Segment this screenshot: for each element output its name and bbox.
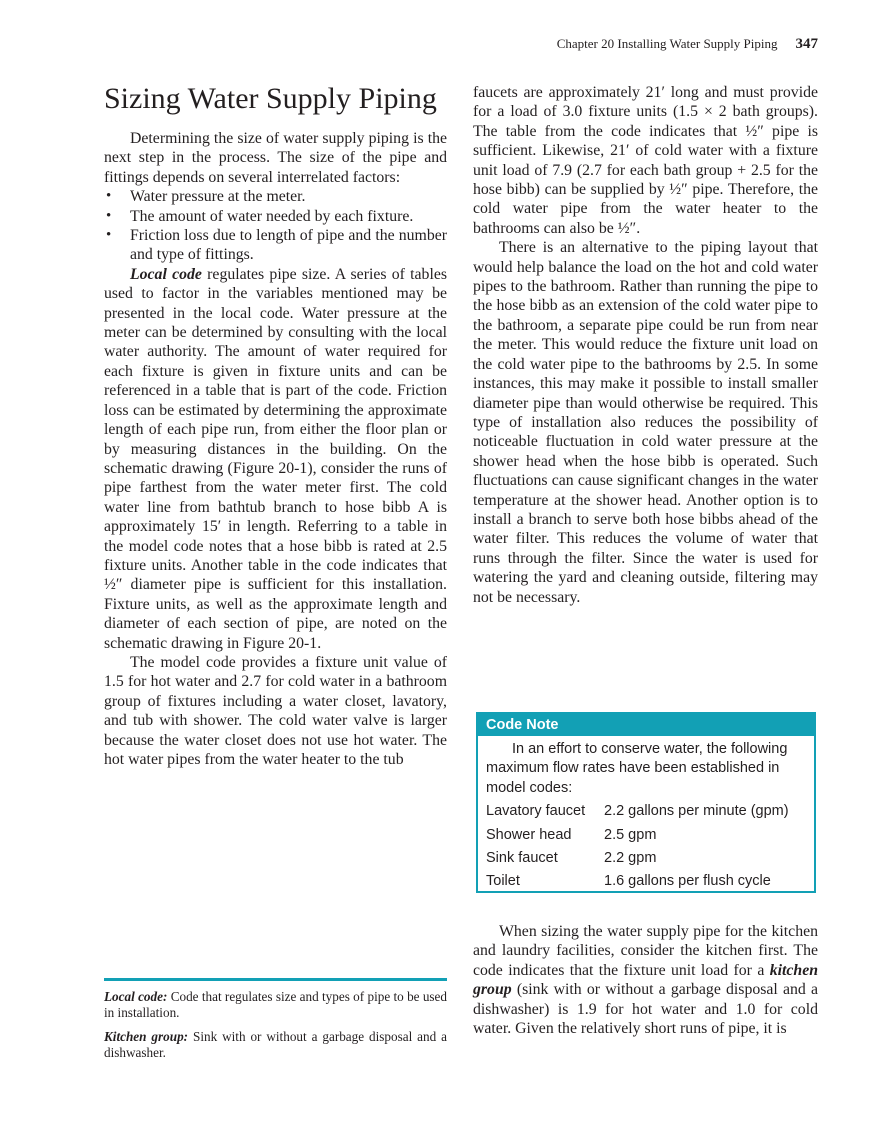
local-code-paragraph <box>104 265 447 653</box>
list-item <box>104 187 447 206</box>
paragraph-text: (sink with or without a garbage disposal and a dishwasher) is 1.9 for hot water and 1.0 for cold water. Given the relatively short runs of pipe, it is <box>473 981 818 1038</box>
bullet-icon: • <box>106 227 112 244</box>
footnote-divider <box>104 978 447 981</box>
rate-cell: 1.6 gallons per flush cycle <box>604 873 771 890</box>
left-column <box>104 83 447 769</box>
code-note-intro: In an effort to conserve water, the following maximum flow rates have been established in model codes: <box>486 741 788 796</box>
table-row <box>486 800 789 823</box>
rate-cell: 2.2 gpm <box>604 850 657 867</box>
fixture-cell: Toilet <box>486 873 520 890</box>
footnote-term: Kitchen group: <box>104 1029 189 1044</box>
factor-list <box>104 187 447 265</box>
list-item <box>104 226 447 265</box>
page-number: 347 <box>795 36 818 52</box>
list-item-text: The amount of water needed by each fixture. <box>130 207 414 225</box>
right-column <box>473 83 818 607</box>
code-note-title: Code Note <box>478 714 814 736</box>
list-item-text: Water pressure at the meter. <box>130 188 306 206</box>
list-item-text: Friction loss due to length of pipe and the number and type of fittings. <box>130 227 447 264</box>
footnote-local-code <box>104 989 447 1020</box>
kitchen-paragraph-block <box>473 922 818 1038</box>
flow-rate-table <box>486 800 789 894</box>
bullet-icon: • <box>106 188 112 205</box>
kitchen-paragraph <box>473 922 818 1038</box>
paragraph-text: When sizing the water supply pipe for the kitchen and laundry facilities, consider the kitchen first. The code indicates that the fixture unit load for a <box>473 923 818 979</box>
bullet-icon: • <box>106 207 112 224</box>
footnote-term: Local code: <box>104 989 168 1004</box>
table-row <box>486 824 789 847</box>
table-row <box>486 870 789 893</box>
key-term-kitchen-group: kitchen group <box>473 961 818 999</box>
footnote-kitchen-group <box>104 1029 447 1060</box>
intro-paragraph: Determining the size of water supply piping is the next step in the process. The size of the pipe and fittings depends on several interrelated factors: <box>104 130 447 186</box>
footnotes <box>104 989 447 1069</box>
rate-cell: 2.5 gpm <box>604 826 657 843</box>
key-term-local-code: Local code <box>130 265 202 283</box>
paragraph-text: regulates pipe size. A series of tables used to factor in the variables mentioned may be presented in the local code. Water pressure at the meter can be determined by consulting with the local water authority. The amount of water required for each fixture is given in fixture units and can be referenced in a table that is part of the code. Friction loss can be estimated by determining the approximate length of each pipe run, from either the floor plan or by measuring distances in the building. On the schematic drawing (Figure 20-1), consider the runs of pipe farthest from the water meter first. The cold water line from bathtub branch to hose bibb A is approximately 15′ in length. Referring to a table in the model code notes that a hose bibb is rated at 2.5 fixture units. Another table in the code indicates that ½″ diameter pipe is sufficient for this installation. Fixture units, as well as the approximate length and diameter of each section of pipe, are noted on the schematic drawing in Figure 20-1. <box>104 265 447 652</box>
fixture-cell: Sink faucet <box>486 850 558 867</box>
footnote-definition: Sink with or without a garbage disposal and a dishwasher. <box>104 1029 447 1060</box>
fixture-cell: Lavatory faucet <box>486 803 586 820</box>
alternative-layout-paragraph: There is an alternative to the piping layout that would help balance the load on the hot and cold water pipes to the bathroom. Rather than running the pipe to the hose bibb as an extension of the cold water pipe to the bathroom, a separate pipe could be run from near the meter. This would reduce the fixture unit load on the cold water pipe to the bathrooms by 2.5. In some instances, this may make it possible to install smaller diameter pipe than would otherwise be required. This type of installation also reduces the possibility of noticeable fluctuation in cold water pressure at the shower head when the hose bibb is operated. Such fluctuations can cause significant changes in the water temperature at the shower head. Another option is to install a branch to serve both hose bibbs ahead of the water filter. This reduces the volume of water that runs through the filter. Since the water is used for watering the yard and cleaning outside, filtering may not be necessary. <box>473 239 818 606</box>
model-code-paragraph: The model code provides a fixture unit value of 1.5 for hot water and 2.7 for cold water in a bathroom group of fixtures including a water closet, lavatory, and tub with shower. The cold water valve is larger because the water closet does not use hot water. The hot water pipes from the water heater to the tub <box>104 653 447 768</box>
section-title: Sizing Water Supply Piping <box>104 82 437 115</box>
continued-paragraph: faucets are approximately 21′ long and must provide for a load of 3.0 fixture units (1.5 × 2 bath groups). The table from the code indicates that ½″ pipe is sufficient. Likewise, 21′ of cold water with a fixture unit load of 7.9 (2.7 for each bath group + 2.5 for the hose bibb) can be supplied by ½″ pipe. Therefore, the cold water pipe from the water heater to the bathrooms can also be ½″. <box>473 84 818 237</box>
list-item <box>104 207 447 226</box>
table-row <box>486 847 789 870</box>
rate-cell: 2.2 gallons per minute (gpm) <box>604 803 789 820</box>
fixture-cell: Shower head <box>486 826 572 843</box>
running-head <box>400 36 818 53</box>
chapter-title: Chapter 20 Installing Water Supply Piping <box>556 36 778 51</box>
footnote-definition: Code that regulates size and types of pipe to be used in installation. <box>104 989 447 1020</box>
code-note-box <box>476 712 816 893</box>
